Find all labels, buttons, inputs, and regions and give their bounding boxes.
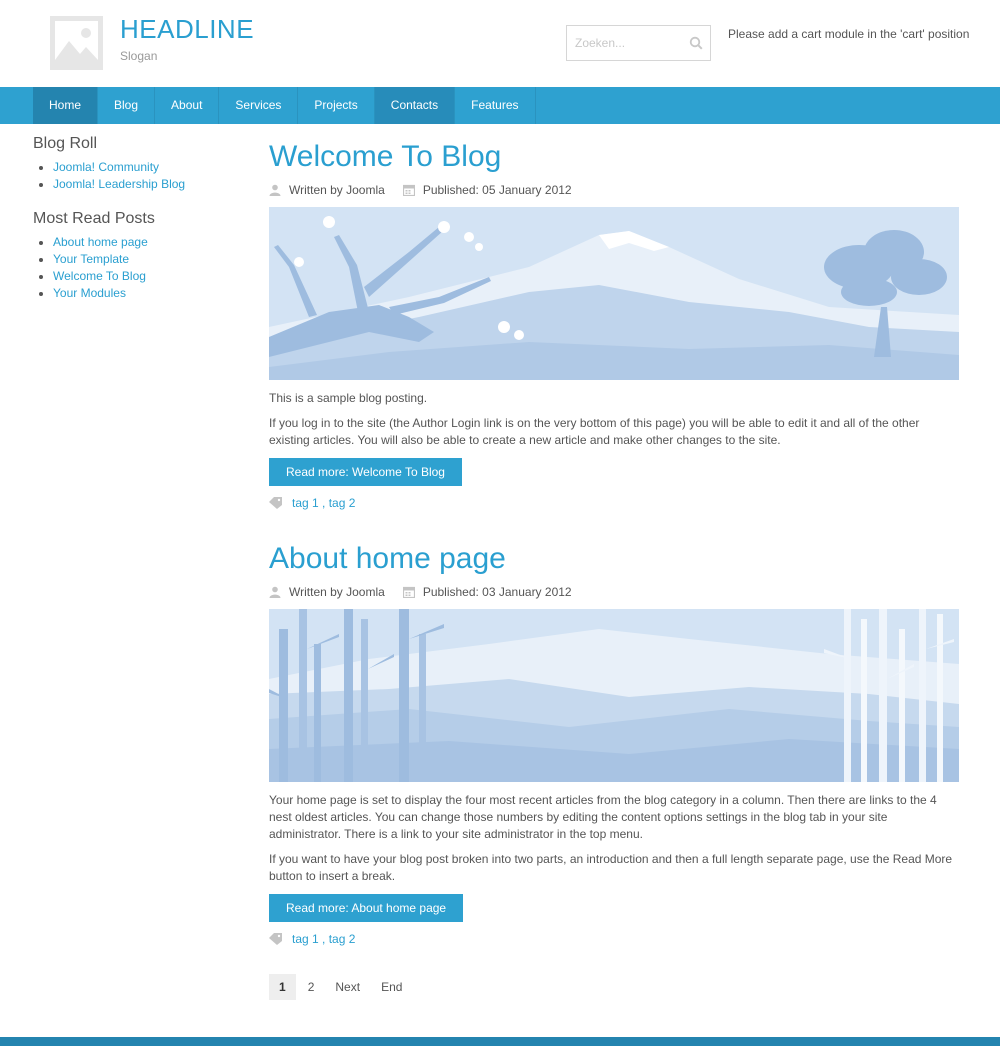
- list-item: [53, 176, 233, 193]
- article-author: Written by Joomla: [289, 585, 385, 599]
- article-title[interactable]: About home page: [269, 542, 506, 575]
- sidebar-link-joomla-leadership-blog[interactable]: Joomla! Leadership Blog: [53, 177, 186, 191]
- tag-icon: [269, 497, 283, 509]
- sidebar-link-welcome-to-blog[interactable]: Welcome To Blog: [53, 269, 146, 283]
- user-icon: [269, 184, 281, 196]
- article-paragraph: If you log in to the site (the Author Login link is on the very bottom of this page) you will be able to edit it and all of the other existing articles. You will also be able to create a new article and make other changes to the site.: [269, 416, 920, 447]
- main-content: [269, 138, 959, 974]
- page-next[interactable]: Next: [335, 980, 361, 994]
- page-1[interactable]: 1: [269, 974, 296, 1000]
- article-tags: [269, 932, 959, 946]
- module-title: Blog Roll: [33, 135, 98, 152]
- tag-link-1[interactable]: tag 1: [292, 496, 319, 510]
- read-more-button[interactable]: Read more: Welcome To Blog: [269, 458, 462, 486]
- page-2[interactable]: 2: [307, 980, 315, 994]
- tag-separator: ,: [318, 496, 329, 510]
- article-paragraph: Your home page is set to display the four most recent articles from the blog category in a column. Then there are links to the 4 nest oldest articles. You can change those numbers by editing the content options settings in the blog tab in your site administrator. There is a link to your site administrator in the top menu.: [269, 793, 937, 841]
- calendar-icon: [403, 184, 415, 196]
- list-item: [53, 159, 233, 176]
- article-image-bamboo: [269, 609, 959, 782]
- nav-item-services[interactable]: Services: [219, 87, 298, 124]
- tag-separator: ,: [318, 932, 329, 946]
- list-item: [53, 285, 233, 302]
- site-title[interactable]: HEADLINE: [120, 14, 255, 44]
- cart-note: Please add a cart module in the 'cart' position: [728, 27, 970, 41]
- nav-item-blog[interactable]: Blog: [98, 87, 155, 124]
- user-icon: [269, 586, 281, 598]
- article-meta: [269, 584, 959, 600]
- search-icon[interactable]: [689, 36, 703, 50]
- sidebar: [33, 135, 233, 319]
- calendar-icon: [403, 586, 415, 598]
- footer-bar: [0, 1037, 1000, 1046]
- nav-item-home[interactable]: Home: [33, 87, 98, 124]
- tag-link-2[interactable]: tag 2: [328, 496, 356, 510]
- sidebar-link-your-modules[interactable]: Your Modules: [53, 286, 126, 300]
- article-welcome-to-blog: [269, 138, 959, 510]
- list-item: [53, 268, 233, 285]
- article-paragraph: If you want to have your blog post broken into two parts, an introduction and then a full length separate page, use the Read More button to insert a break.: [269, 852, 953, 883]
- article-title[interactable]: Welcome To Blog: [269, 140, 502, 173]
- page-end[interactable]: End: [381, 980, 403, 994]
- sidebar-link-your-template[interactable]: Your Template: [53, 252, 130, 266]
- nav-item-projects[interactable]: Projects: [298, 87, 374, 124]
- nav-list: [33, 87, 536, 124]
- tag-icon: [269, 933, 283, 945]
- blog-roll-list: [33, 159, 233, 193]
- article-tags: [269, 496, 959, 510]
- tag-link-1[interactable]: tag 1: [292, 932, 319, 946]
- most-read-module: [33, 210, 233, 302]
- article-paragraph: This is a sample blog posting.: [269, 391, 428, 405]
- tag-link-2[interactable]: tag 2: [328, 932, 356, 946]
- read-more-button[interactable]: Read more: About home page: [269, 894, 463, 922]
- article-published: Published: 05 January 2012: [422, 183, 572, 197]
- nav-item-features[interactable]: Features: [455, 87, 535, 124]
- article-meta: [269, 182, 959, 198]
- article-about-home-page: [269, 540, 959, 946]
- module-title: Most Read Posts: [33, 210, 155, 227]
- search-input[interactable]: [575, 34, 685, 52]
- article-image-mountain: [269, 207, 959, 380]
- sidebar-link-about-home-page[interactable]: About home page: [53, 235, 148, 249]
- nav-item-about[interactable]: About: [155, 87, 219, 124]
- sidebar-link-joomla-community[interactable]: Joomla! Community: [53, 160, 160, 174]
- site-header: [0, 0, 1000, 87]
- blog-roll-module: [33, 135, 233, 193]
- logo-placeholder-icon[interactable]: [50, 16, 103, 70]
- article-author: Written by Joomla: [289, 183, 385, 197]
- search-box: [566, 25, 711, 61]
- nav-item-contacts[interactable]: Contacts: [375, 87, 455, 124]
- site-slogan: Slogan: [120, 49, 158, 63]
- most-read-list: [33, 234, 233, 302]
- list-item: [53, 251, 233, 268]
- list-item: [53, 234, 233, 251]
- article-published: Published: 03 January 2012: [422, 585, 572, 599]
- main-nav: [0, 87, 1000, 124]
- pagination: [269, 974, 414, 1000]
